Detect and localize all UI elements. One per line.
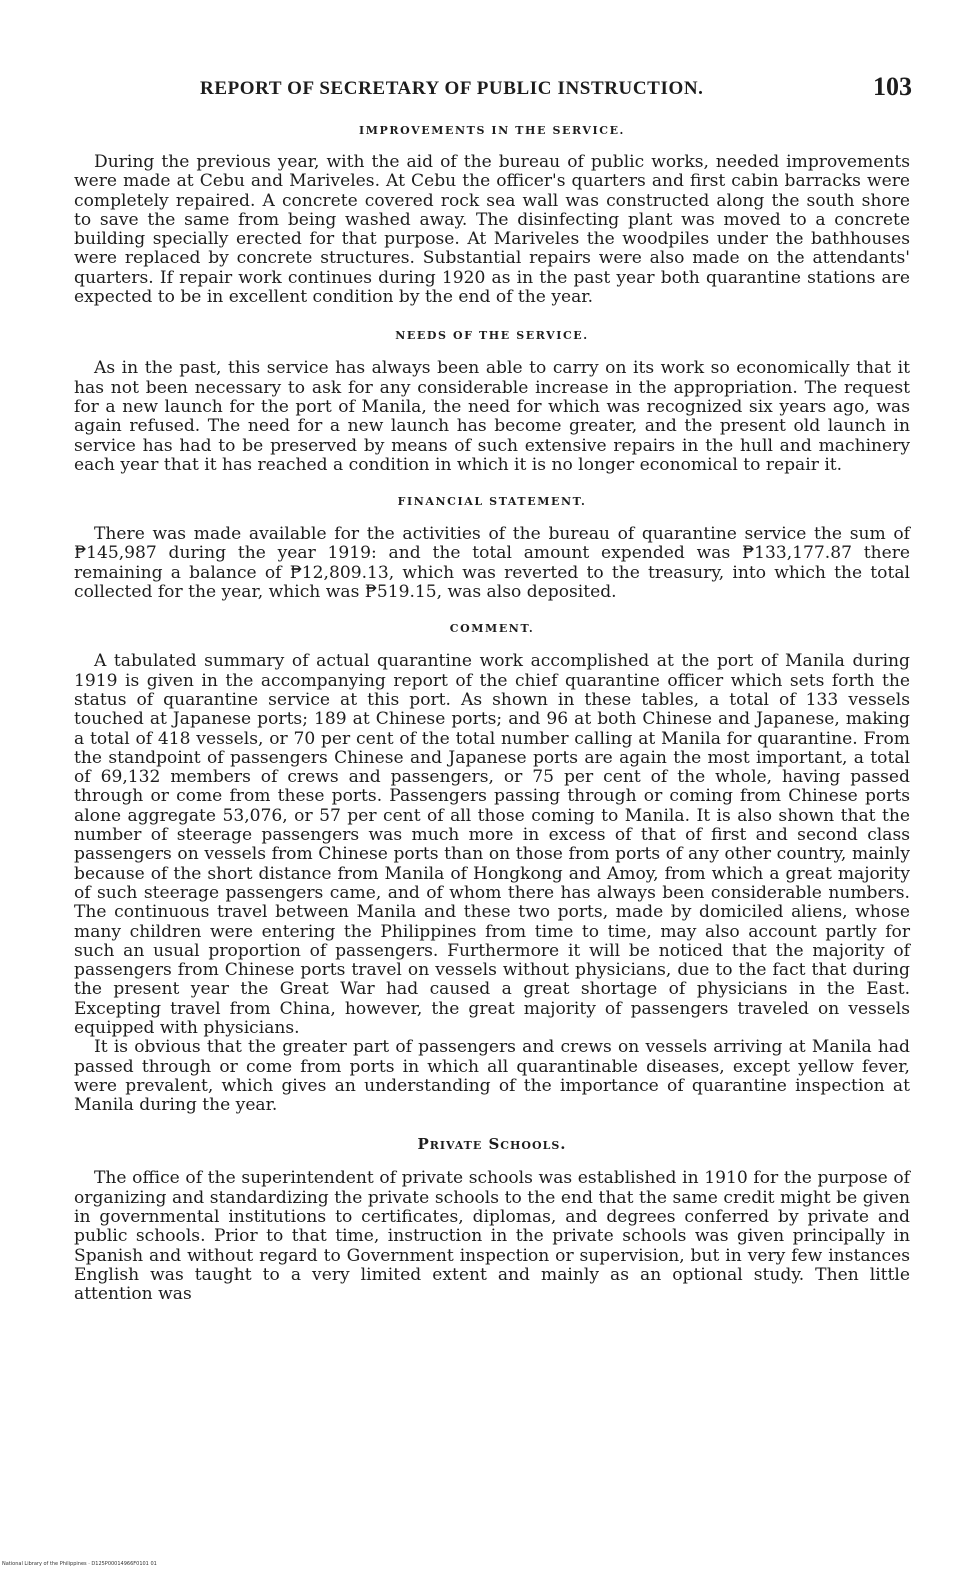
running-head: REPORT OF SECRETARY OF PUBLIC INSTRUCTION. [200,78,704,99]
section-heading-needs: NEEDS OF THE SERVICE. [395,329,589,343]
paragraph-needs: As in the past, this service has always been able to carry on its work so economically that it has not been necessary to ask for any considerable increase in the appropriation. The request for a new launch for the port of Manila, the need for which was recognized six years ago, was again refused. The need for a new launch has become greater, and the present old launch in service has had to be preserved by means of such extensive repairs in the hull and machinery each year that it has reached a condition in which it is no longer economical to repair it. [74,358,910,475]
section-heading-financial: FINANCIAL STATEMENT. [397,495,587,509]
page-number: 103 [873,72,912,101]
paragraph-improvements: During the previous year, with the aid of the bureau of public works, needed improvements were made at Cebu and Mariveles. At Cebu the officer's quarters and first cabin barracks were completely repaired. A concrete covered rock sea wall was constructed along the south shore to save the same from being washed away. The disinfecting plant was moved to a concrete building specially erected for that purpose. At Mariveles the woodpiles under the bathhouses were replaced by concrete structures. Substantial repairs were also made on the attendants' quarters. If repair work continues during 1920 as in the past year both quarantine stations are expected to be in excellent condition by the end of the year. [74,152,910,308]
section-heading-private-schools: Private Schools. [417,1135,567,1154]
section-heading-comment: COMMENT. [449,622,535,636]
paragraph-comment-summary: A tabulated summary of actual quarantine work accomplished at the port of Manila during 1919 is given in the accompanying report of the chief quarantine officer which sets forth the status of quarantine service at this port. As shown in these tables, a total of 133 vessels touched at Japanese ports; 189 at Chinese ports; and 96 at both Chinese and Japanese, making a total of 418 vessels, or 70 per cent of the total number calling at Manila for quarantine. From the standpoint of passengers Chinese and Japanese ports are again the most important, a total of 69,132 members of crews and passengers, or 75 per cent of the whole, having passed through or come from these ports. Passengers passing through or coming from Chinese ports alone aggregate 53,076, or 57 per cent of all those coming to Manila. It is also shown that the number of steerage passengers was much more in excess of that of first and second class passengers on vessels from Chinese ports than on those from ports of any other country, mainly because of the short distance from Manila of Hongkong and Amoy, from which a great majority of such steerage passengers came, and of whom there has always been considerable numbers. The continuous travel between Manila and these two ports, made by domiciled aliens, whose many children were entering the Philippines from time to time, may also account partly for such an usual proportion of passengers. Furthermore it will be noticed that the majority of passengers from Chinese ports travel on vessels without physicians, due to the fact that during the present year the Great War had caused a great shortage of physicians in the East. Excepting travel from China, however, the great majority of passengers traveled on vessels equipped with physicians. [74,651,910,1038]
scan-credit: National Library of the Philippines · D125P00014966F0101 01 [2,1561,157,1567]
paragraph-private-schools: The office of the superintendent of private schools was established in 1910 for the purpose of organizing and standardizing the private schools to the end that the same credit might be given in governmental institutions to certificates, diplomas, and degrees conferred by private and public schools. Prior to that time, instruction in the private schools was given principally in Spanish and without regard to Government inspection or supervision, but in very few instances English was taught to a very limited extent and mainly as an optional study. Then little attention was [74,1168,910,1305]
section-heading-improvements: IMPROVEMENTS IN THE SERVICE. [359,124,625,137]
page-header [200,72,912,102]
paragraph-financial: There was made available for the activities of the bureau of quarantine service the sum of ₱145,987 during the year 1919: and the total amount expended was ₱133,177.87 there remaining a balance of ₱12,809.13, which was reverted to the treasury, into which the total collected for the year, which was ₱519.15, was also deposited. [74,524,910,603]
page-body [74,110,910,1305]
paragraph-comment-importance: It is obvious that the greater part of passengers and crews on vessels arriving at Manila had passed through or come from ports in which all quarantinable diseases, except yellow fever, were prevalent, which gives an understanding of the importance of quarantine inspection at Manila during the year. [74,1037,910,1116]
